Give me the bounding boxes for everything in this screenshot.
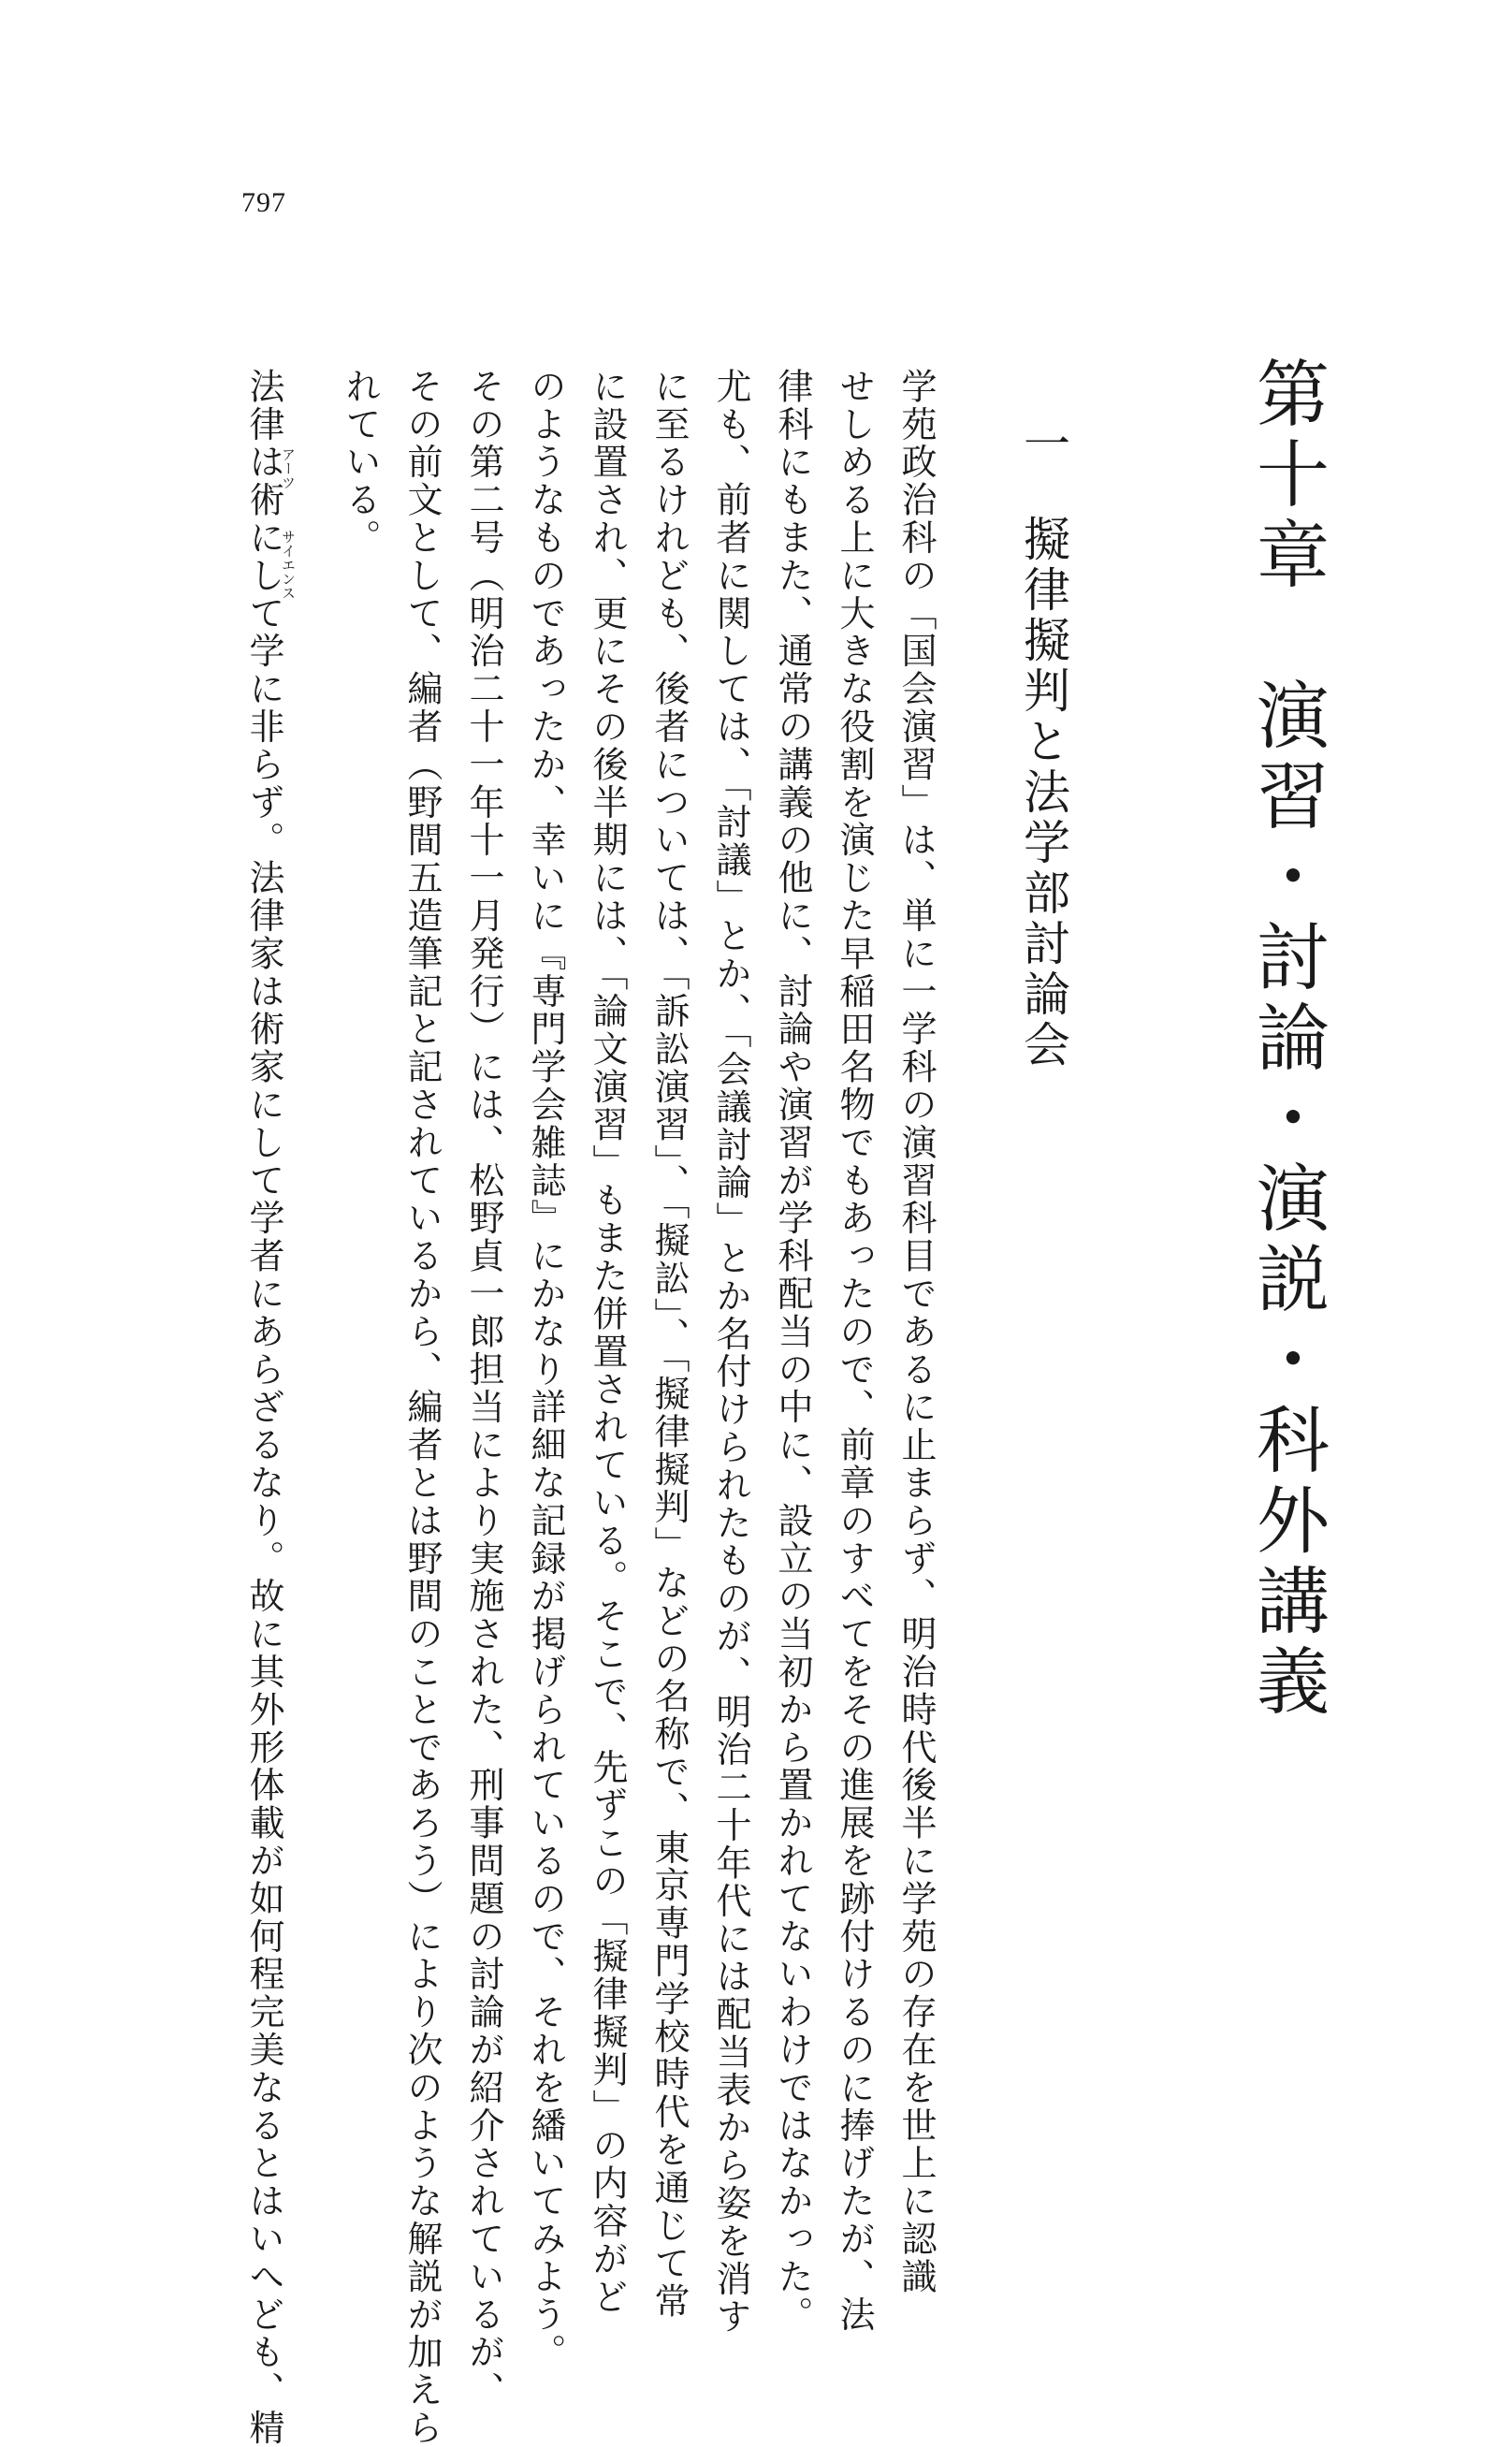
body-column-5: に至るけれども、後者については、「訴訟演習」、「擬訟」、「擬律擬判」などの名称で、東京専門学校時代を通じて常	[648, 368, 690, 2321]
body-column-7: のようなものであったか、幸いに『専門学会雑誌』にかなり詳細な記録が掲げられているので、それを繙いてみよう。	[525, 368, 566, 2372]
quote-column: 法律は術にして学に非らず。法律家は術家にして学者にあらざるなり。故に其外形体載が如何程完美なるとはいへども、精	[243, 368, 284, 2447]
body-column-8: その第二号（明治二十一年十一月発行）には、松野貞一郎担当により実施された、刑事問題の討論が紹介されているが、	[463, 368, 504, 2410]
page-number: 797	[241, 187, 286, 218]
body-column-6: に設置され、更にその後半期には、「論文演習」もまた併置されている。そこで、先ずこの「擬律擬判」の内容がど	[587, 368, 628, 2316]
chapter-title: 第十章 演習・討論・演説・科外講義	[1244, 356, 1329, 1724]
body-column-4: 尤も、前者に関しては、「討議」とか、「会議討論」とか名付けられたものが、明治二十年代には配当表から姿を消す	[710, 368, 751, 2337]
section-number: 一	[1016, 419, 1070, 470]
section-heading	[1016, 419, 1070, 1071]
body-column-3: 律科にもまた、通常の講義の他に、討論や演習が学科配当の中に、設立の当初から置かれてないわけではなかった。	[772, 368, 813, 2334]
body-column-9: その前文として、編者（野間五造筆記と記されているから、編者とは野間のことであろう）により次のような解説が加えら	[401, 368, 443, 2447]
ruby-art: アーツ	[280, 447, 297, 489]
body-column-10: れている。	[340, 368, 381, 557]
section-title: 擬律擬判と法学部討論会	[1016, 515, 1070, 1071]
body-column-1: 学苑政治科の「国会演習」は、単に一学科の演習科目であるに止まらず、明治時代後半に学苑の存在を世上に認識	[895, 368, 937, 2296]
body-column-2: せしめる上に大きな役割を演じた早稲田名物でもあったので、前章のすべてをその進展を跡付けるのに捧げたが、法	[834, 368, 875, 2334]
ruby-science: サイエンス	[280, 530, 297, 600]
